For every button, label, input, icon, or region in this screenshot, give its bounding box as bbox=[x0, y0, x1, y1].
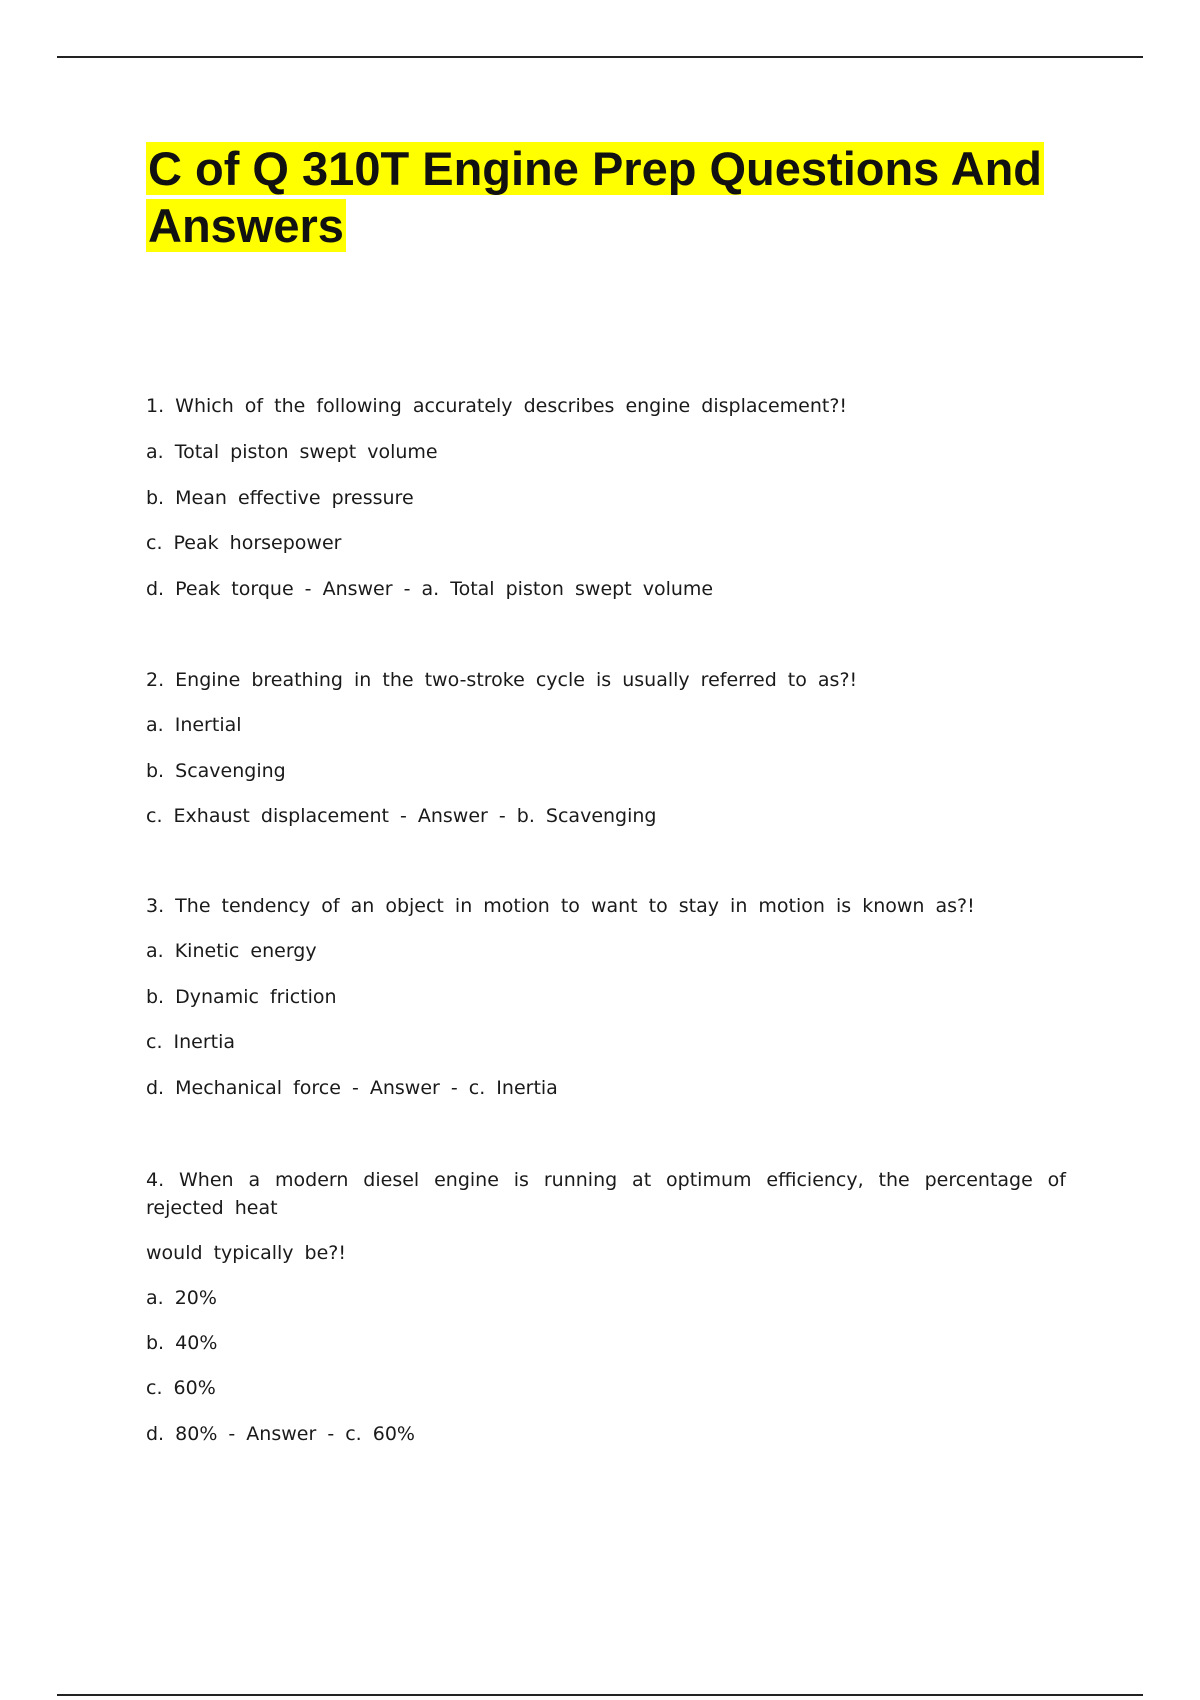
question-4-prompt-continued: would typically be?! bbox=[146, 1242, 346, 1264]
top-rule bbox=[57, 56, 1143, 58]
question-3-option-b: b. Dynamic friction bbox=[146, 986, 337, 1008]
document-title-highlight: C of Q 310T Engine Prep Questions And Answers bbox=[148, 142, 1042, 252]
question-3-option-c: c. Inertia bbox=[146, 1031, 236, 1053]
question-2-prompt: 2. Engine breathing in the two-stroke cycle is usually referred to as?! bbox=[146, 669, 858, 691]
question-1-option-b: b. Mean effective pressure bbox=[146, 487, 414, 509]
question-4-prompt: 4. When a modern diesel engine is running at optimum efficiency, the percentage of rejected heat bbox=[146, 1169, 1066, 1219]
question-4-option-c: c. 60% bbox=[146, 1377, 216, 1399]
question-4-option-a: a. 20% bbox=[146, 1287, 217, 1309]
question-4-option-b: b. 40% bbox=[146, 1332, 218, 1354]
question-2-option-b: b. Scavenging bbox=[146, 760, 286, 782]
question-1-option-c: c. Peak horsepower bbox=[146, 532, 342, 554]
question-2-option-c: c. Exhaust displacement - Answer - b. Scavenging bbox=[146, 805, 657, 827]
question-3-option-d: d. Mechanical force - Answer - c. Inertia bbox=[146, 1077, 558, 1099]
question-1-option-a: a. Total piston swept volume bbox=[146, 441, 438, 463]
bottom-rule bbox=[57, 1694, 1143, 1696]
question-4-option-d: d. 80% - Answer - c. 60% bbox=[146, 1423, 415, 1445]
question-1-option-d: d. Peak torque - Answer - a. Total piston swept volume bbox=[146, 578, 714, 600]
question-3-option-a: a. Kinetic energy bbox=[146, 940, 317, 962]
question-1-prompt: 1. Which of the following accurately describes engine displacement?! bbox=[146, 395, 848, 417]
document-title bbox=[146, 140, 1076, 254]
question-2-option-a: a. Inertial bbox=[146, 714, 242, 736]
question-3-prompt: 3. The tendency of an object in motion to want to stay in motion is known as?! bbox=[146, 895, 975, 917]
